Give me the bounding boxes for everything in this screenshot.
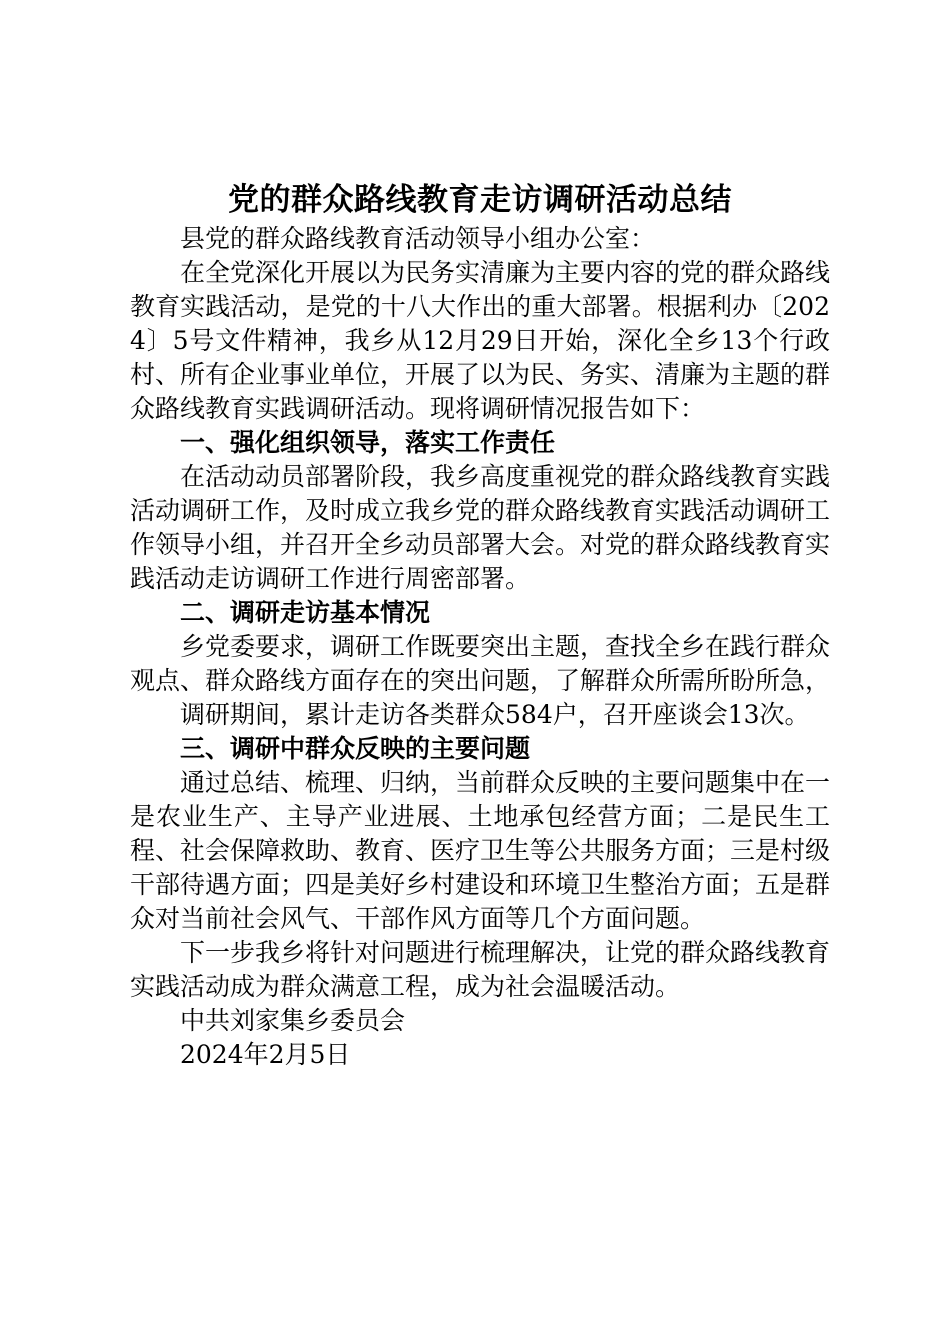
document-title: 党的群众路线教育走访调研活动总结: [228, 182, 732, 218]
section-heading-2: 二、调研走访基本情况: [180, 598, 431, 627]
section-3-paragraph-2: 下一步我乡将针对问题进行梳理解决，让党的群众路线教育实践活动成为群众满意工程，成为社会温暖活动。: [130, 938, 831, 1001]
document-date: 2024年2月5日: [180, 1040, 351, 1069]
document-body: [130, 180, 830, 1072]
section-heading-1: 一、强化组织领导，落实工作责任: [180, 428, 556, 457]
section-heading-3: 三、调研中群众反映的主要问题: [180, 734, 531, 763]
salutation: 县党的群众路线教育活动领导小组办公室：: [180, 224, 656, 253]
signature: 中共刘家集乡委员会: [180, 1006, 406, 1035]
section-2-paragraph-1: 乡党委要求，调研工作既要突出主题，查找全乡在践行群众观点、群众路线方面存在的突出问题，了解群众所需所盼所急，: [130, 632, 831, 695]
section-2-paragraph-2: 调研期间，累计走访各类群众584户，召开座谈会13次。: [180, 700, 810, 729]
section-3-paragraph-1: 通过总结、梳理、归纳，当前群众反映的主要问题集中在一是农业生产、主导产业进展、土地承包经营方面；二是民生工程、社会保障救助、教育、医疗卫生等公共服务方面；三是村级干部待遇方面；四是美好乡村建设和环境卫生整治方面；五是群众对当前社会风气、干部作风方面等几个方面问题。: [130, 768, 831, 933]
section-1-paragraph-1: 在活动动员部署阶段，我乡高度重视党的群众路线教育实践活动调研工作，及时成立我乡党的群众路线教育实践活动调研工作领导小组，并召开全乡动员部署大会。对党的群众路线教育实践活动走访调研工作进行周密部署。: [130, 462, 831, 593]
intro-paragraph: 在全党深化开展以为民务实清廉为主要内容的党的群众路线教育实践活动，是党的十八大作出的重大部署。根据利办〔2024〕5号文件精神，我乡从12月29日开始，深化全乡13个行政村、所有企业事业单位，开展了以为民、务实、清廉为主题的群众路线教育实践调研活动。现将调研情况报告如下：: [130, 258, 831, 423]
